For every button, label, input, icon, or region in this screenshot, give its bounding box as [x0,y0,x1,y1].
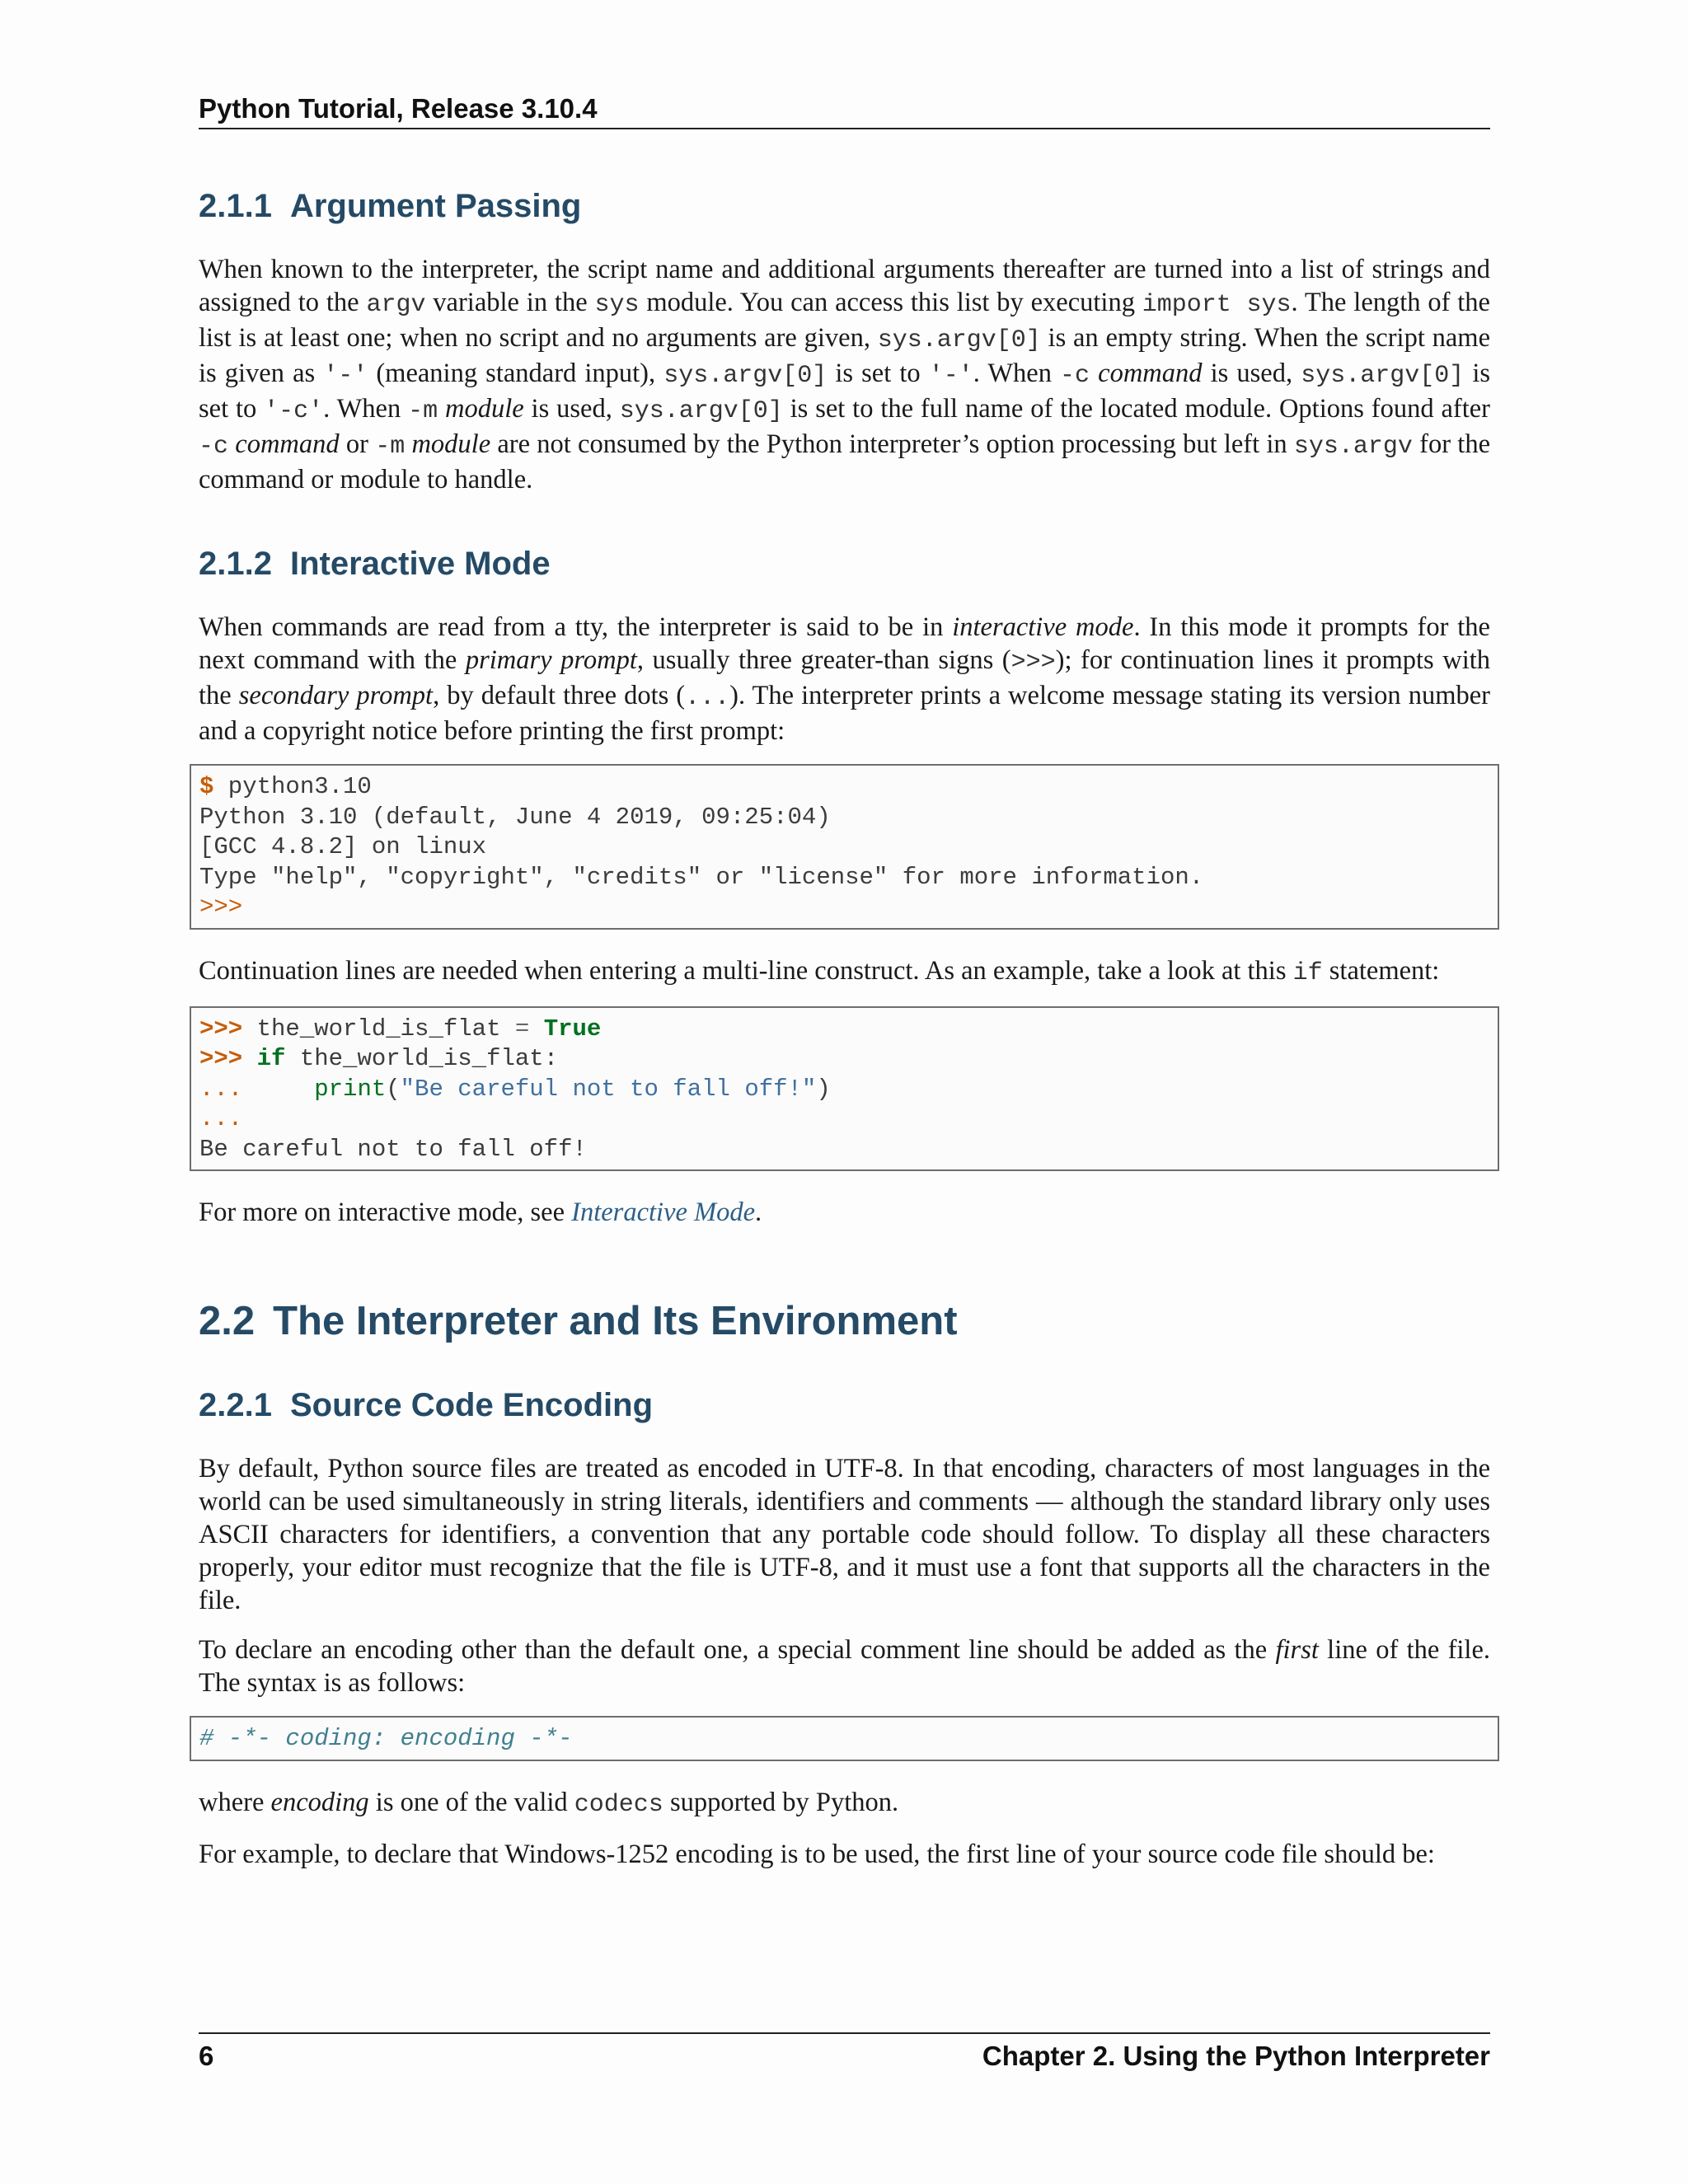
paragraph-interactive-mode-intro: When commands are read from a tty, the interpreter is said to be in interactive mode. In this mode it prompts for the next command with the primary prompt, usually three greater-than signs (>>>); for continuation lines it prompts with the secondary prompt, by default three dots (...). The interpreter prints a welcome message stating its version number and a copyright notice before printing the first prompt: [199,612,1491,746]
inline-code: '-c' [264,397,324,425]
section-title: Source Code Encoding [289,1387,654,1423]
section-heading-argument-passing [199,188,1490,225]
section-number: 2.2 [199,1299,256,1343]
inline-code: sys.argv[0] [663,362,828,390]
paragraph-encoding-where: where encoding is one of the valid codecs supported by Python. [199,1787,899,1819]
document-page [199,0,1490,2184]
inline-code: sys.argv[0] [877,326,1041,354]
section-title: The Interpreter and Its Environment [273,1299,958,1343]
section-title: Interactive Mode [289,546,551,582]
paragraph-continuation-lines: Continuation lines are needed when entering a multi-line construct. As an example, take a look at this if statement: [199,955,1440,987]
inline-code: -m [375,433,406,461]
running-footer [199,2032,1490,2072]
paragraph-argument-passing: When known to the interpreter, the script name and additional arguments thereafter are turned into a list of strings and assigned to the argv variable in the sys module. You can access this list by executing import sys. The length of the list is at least one; when no script and no arguments are given, sys.argv[0] is an empty string. When the script name is given as '-' (meaning standard input), sys.argv[0] is set to '-'. When -c command is used, sys.argv[0] is set to '-c'. When -m module is used, sys.argv[0] is set to the full name of the located module. Options found after -c command or -m module are not consumed by the Python interpreter’s option processing but left in sys.argv for the command or module to handle. [199,255,1491,494]
inline-code: if [1292,958,1323,987]
inline-code: '-' [928,362,973,390]
inline-code: sys.argv [1293,433,1413,461]
code-block-coding-comment: # -*- coding: encoding -*- [190,1716,1499,1761]
running-header: Python Tutorial, Release 3.10.4 [199,93,1490,129]
chapter-title: Chapter 2. Using the Python Interpreter [982,2041,1490,2071]
inline-code: ... [685,684,730,712]
section-number: 2.1.2 [199,546,272,582]
paragraph-encoding-example: For example, to declare that Windows-1252 encoding is to be used, the first line of your source code file should be: [199,1839,1435,1869]
inline-code: sys.argv[0] [619,397,783,425]
inline-code: -c [1060,362,1090,390]
inline-code: '-' [323,362,368,390]
inline-code: import sys [1142,291,1292,319]
section-number: 2.2.1 [199,1387,272,1423]
section-title: Argument Passing [289,188,582,224]
paragraph-encoding-default: By default, Python source files are treated as encoded in UTF-8. In that encoding, characters of most languages in the world can be used simultaneously in string literals, identifiers and comments — although the standard library only uses ASCII characters for identifiers, a convention that any portable code should follow. To display all these characters properly, your editor must recognize that the file is UTF-8, and it must use a font that supports all the characters in the file. [199,1454,1490,1615]
inline-code: sys [594,291,640,319]
inline-code: sys.argv[0] [1301,362,1465,390]
inline-code: -m [408,397,438,425]
code-block-if-example: >>> the_world_is_flat = True >>> if the_world_is_flat: ... print("Be careful not to fall off!") ... Be careful not to fall off! [190,1006,1499,1172]
inline-code: argv [366,291,426,319]
interactive-mode-link[interactable]: Interactive Mode [571,1197,756,1227]
section-heading-interactive-mode [199,546,1490,583]
inline-code: >>> [1010,649,1056,677]
page-content [199,188,1490,1887]
paragraph-encoding-declare: To declare an encoding other than the default one, a special comment line should be added as the first line of the file. The syntax is as follows: [199,1635,1491,1698]
inline-code: codecs [574,1790,663,1819]
section-heading-source-code-encoding [199,1387,1490,1424]
inline-code: -c [199,433,229,461]
paragraph-interactive-more: For more on interactive mode, see Interactive Mode. [199,1197,762,1227]
section-number: 2.1.1 [199,188,272,224]
chapter-section-heading [199,1298,1490,1344]
page-number: 6 [199,2041,214,2071]
code-block-shell-session: $ python3.10 Python 3.10 (default, June 4 2019, 09:25:04) [GCC 4.8.2] on linux Type "help", "copyright", "credits" or "license" for more information. >>> [190,764,1499,930]
